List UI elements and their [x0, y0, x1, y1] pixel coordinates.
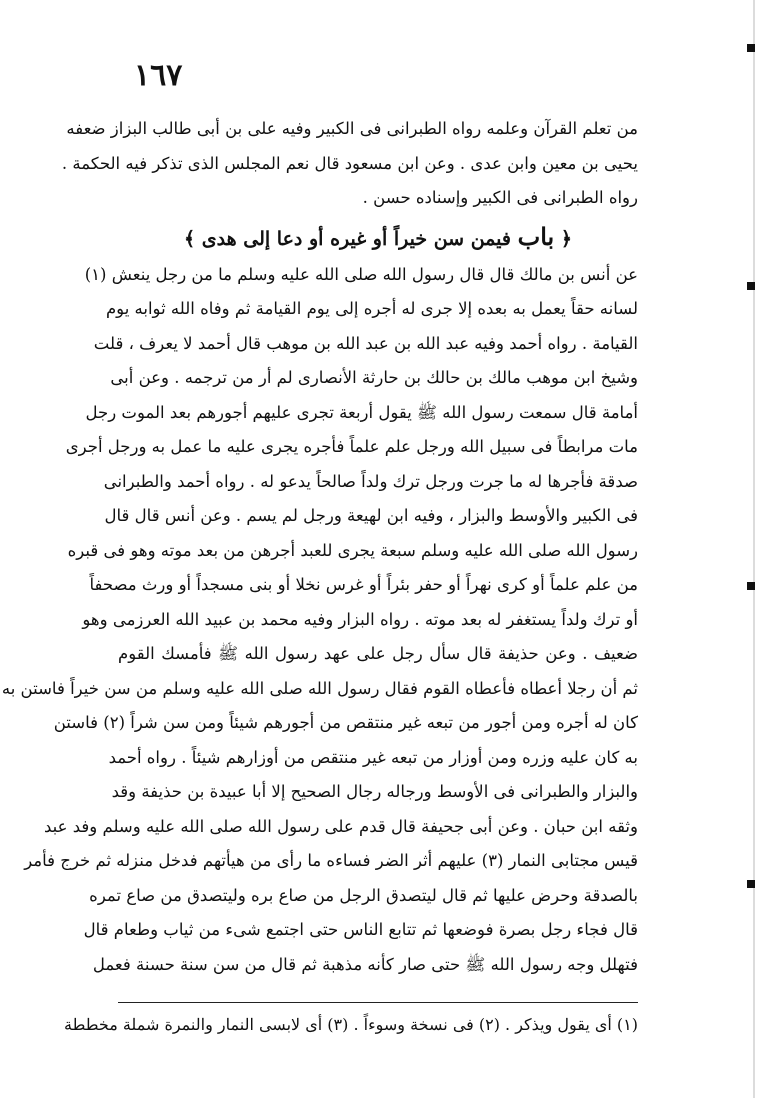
binding-mark	[747, 582, 755, 590]
chapter-heading	[118, 216, 638, 258]
text-line: وثقه ابن حبان . وعن أبى جحيفة قال قدم على رسول الله صلى الله عليه وسلم وفد عبد	[43, 816, 638, 836]
page-edge	[753, 0, 755, 1098]
text-line: رسول الله صلى الله عليه وسلم سبعة يجرى للعبد أجرهن من بعد موته وهو فى قبره	[67, 540, 638, 560]
footnote: (١) أى يقول ويذكر . (٢) فى نسخة وسوءاً . (٣) أى لابسى النمار والنمرة شملة مخططة	[64, 1015, 638, 1034]
text-line: عن أنس بن مالك قال قال رسول الله صلى الله عليه وسلم ما من رجل ينعش (١)	[84, 264, 638, 284]
text-line: فى الكبير والأوسط والبزار ، وفيه ابن لهيعة ورجل لم يسم . وعن أنس قال قال	[104, 506, 638, 525]
text-line: أمامة قال سمعت رسول الله ﷺ يقول أربعة تجرى عليهم أجورهم بعد الموت رجل	[85, 402, 638, 422]
text-line: صدقة فأجرها له ما جرت ورجل ترك ولداً صالحاً يدعو له . رواه أحمد والطبرانى	[103, 471, 638, 491]
text-line: ضعيف . وعن حذيفة قال سأل رجل على عهد رسول الله ﷺ فأمسك القوم	[118, 644, 638, 663]
text-line: القيامة . رواه أحمد وفيه عبد الله بن عبد الله بن موهب قال أحمد لا يعرف ، قلت	[93, 333, 638, 353]
text-line: يحيى بن معين وابن عدى . وعن ابن مسعود قال نعم المجلس الذى تذكر فيه الحكمة .	[61, 153, 638, 173]
binding-mark	[747, 282, 755, 290]
text-line: ثم أن رجلا أعطاه فأعطاه القوم فقال رسول الله صلى الله عليه وسلم من سن خيراً فاستن به	[1, 678, 638, 698]
heading-close-bracket: ﴾	[184, 227, 196, 250]
text-line: كان له أجره ومن أجور من تبعه غير منتقص من أجورهم شيئاً ومن سن شراً (٢) فاستن	[53, 713, 638, 732]
text-line: من تعلم القرآن وعلمه رواه الطبرانى فى الكبير وفيه على بن أبى طالب البزاز ضعفه	[66, 119, 638, 138]
text-line: قيس مجتابى النمار (٣) عليهم أثر الضر فساءه ما رأى من هيأتهم فدخل منزله ثم خرج فأمر	[24, 851, 638, 870]
text-line: قال فجاء رجل بصرة فوضعها ثم تتابع الناس حتى اجتمع شىء من ثياب وطعام قال	[83, 920, 638, 939]
text-line: وشيخ ابن موهب مالك بن حالك بن حارثة الأنصارى لم أر من ترجمه . وعن أبى	[110, 368, 638, 387]
text-line: لسانه حقاً يعمل به بعده إلا جرى له أجره إلى يوم القيامة ثم وفاه الله ثوابه يوم	[105, 299, 638, 318]
binding-mark	[747, 44, 755, 52]
binding-mark	[747, 880, 755, 888]
text-line: رواه الطبرانى فى الكبير وإسناده حسن .	[362, 188, 638, 207]
text-line: أو ترك ولداً يستغفر له بعد موته . رواه البزار وفيه محمد بن عبيد الله العرزمى وهو	[82, 609, 638, 629]
page-number: ١٦٧	[134, 58, 183, 93]
text-line: فتهلل وجه رسول الله ﷺ حتى صار كأنه مذهبة ثم قال من سن سنة حسنة فعمل	[92, 954, 638, 974]
body-text	[1, 112, 638, 982]
text-line: مات مرابطاً فى سبيل الله ورجل علم علماً فأجره يجرى عليه ما عمل به ورجل أجرى	[65, 437, 638, 456]
text-line: بالصدقة وحرض عليها ثم قال ليتصدق الرجل من صاع بره وليتصدق من صاع تمره	[89, 885, 638, 905]
footnote-separator	[118, 1002, 638, 1003]
heading-open-bracket: ﴿	[560, 227, 572, 250]
heading-bab: باب	[517, 221, 555, 251]
text-line: والبزار والطبرانى فى الأوسط ورجاله رجال الصحيح إلا أبا عبيدة بن حذيفة وقد	[111, 782, 638, 801]
text-line: به كان عليه وزره ومن أوزار من تبعه غير منتقص من أوزارهم شيئاً . رواه أحمد	[108, 747, 638, 767]
heading-title: فيمن سن خيراً أو غيره أو دعا إلى هدى	[201, 227, 511, 250]
text-line: من علم علماً أو كرى نهراً أو حفر بئراً أو غرس نخلا أو بنى مسجداً أو ورث مصحفاً	[89, 575, 638, 594]
